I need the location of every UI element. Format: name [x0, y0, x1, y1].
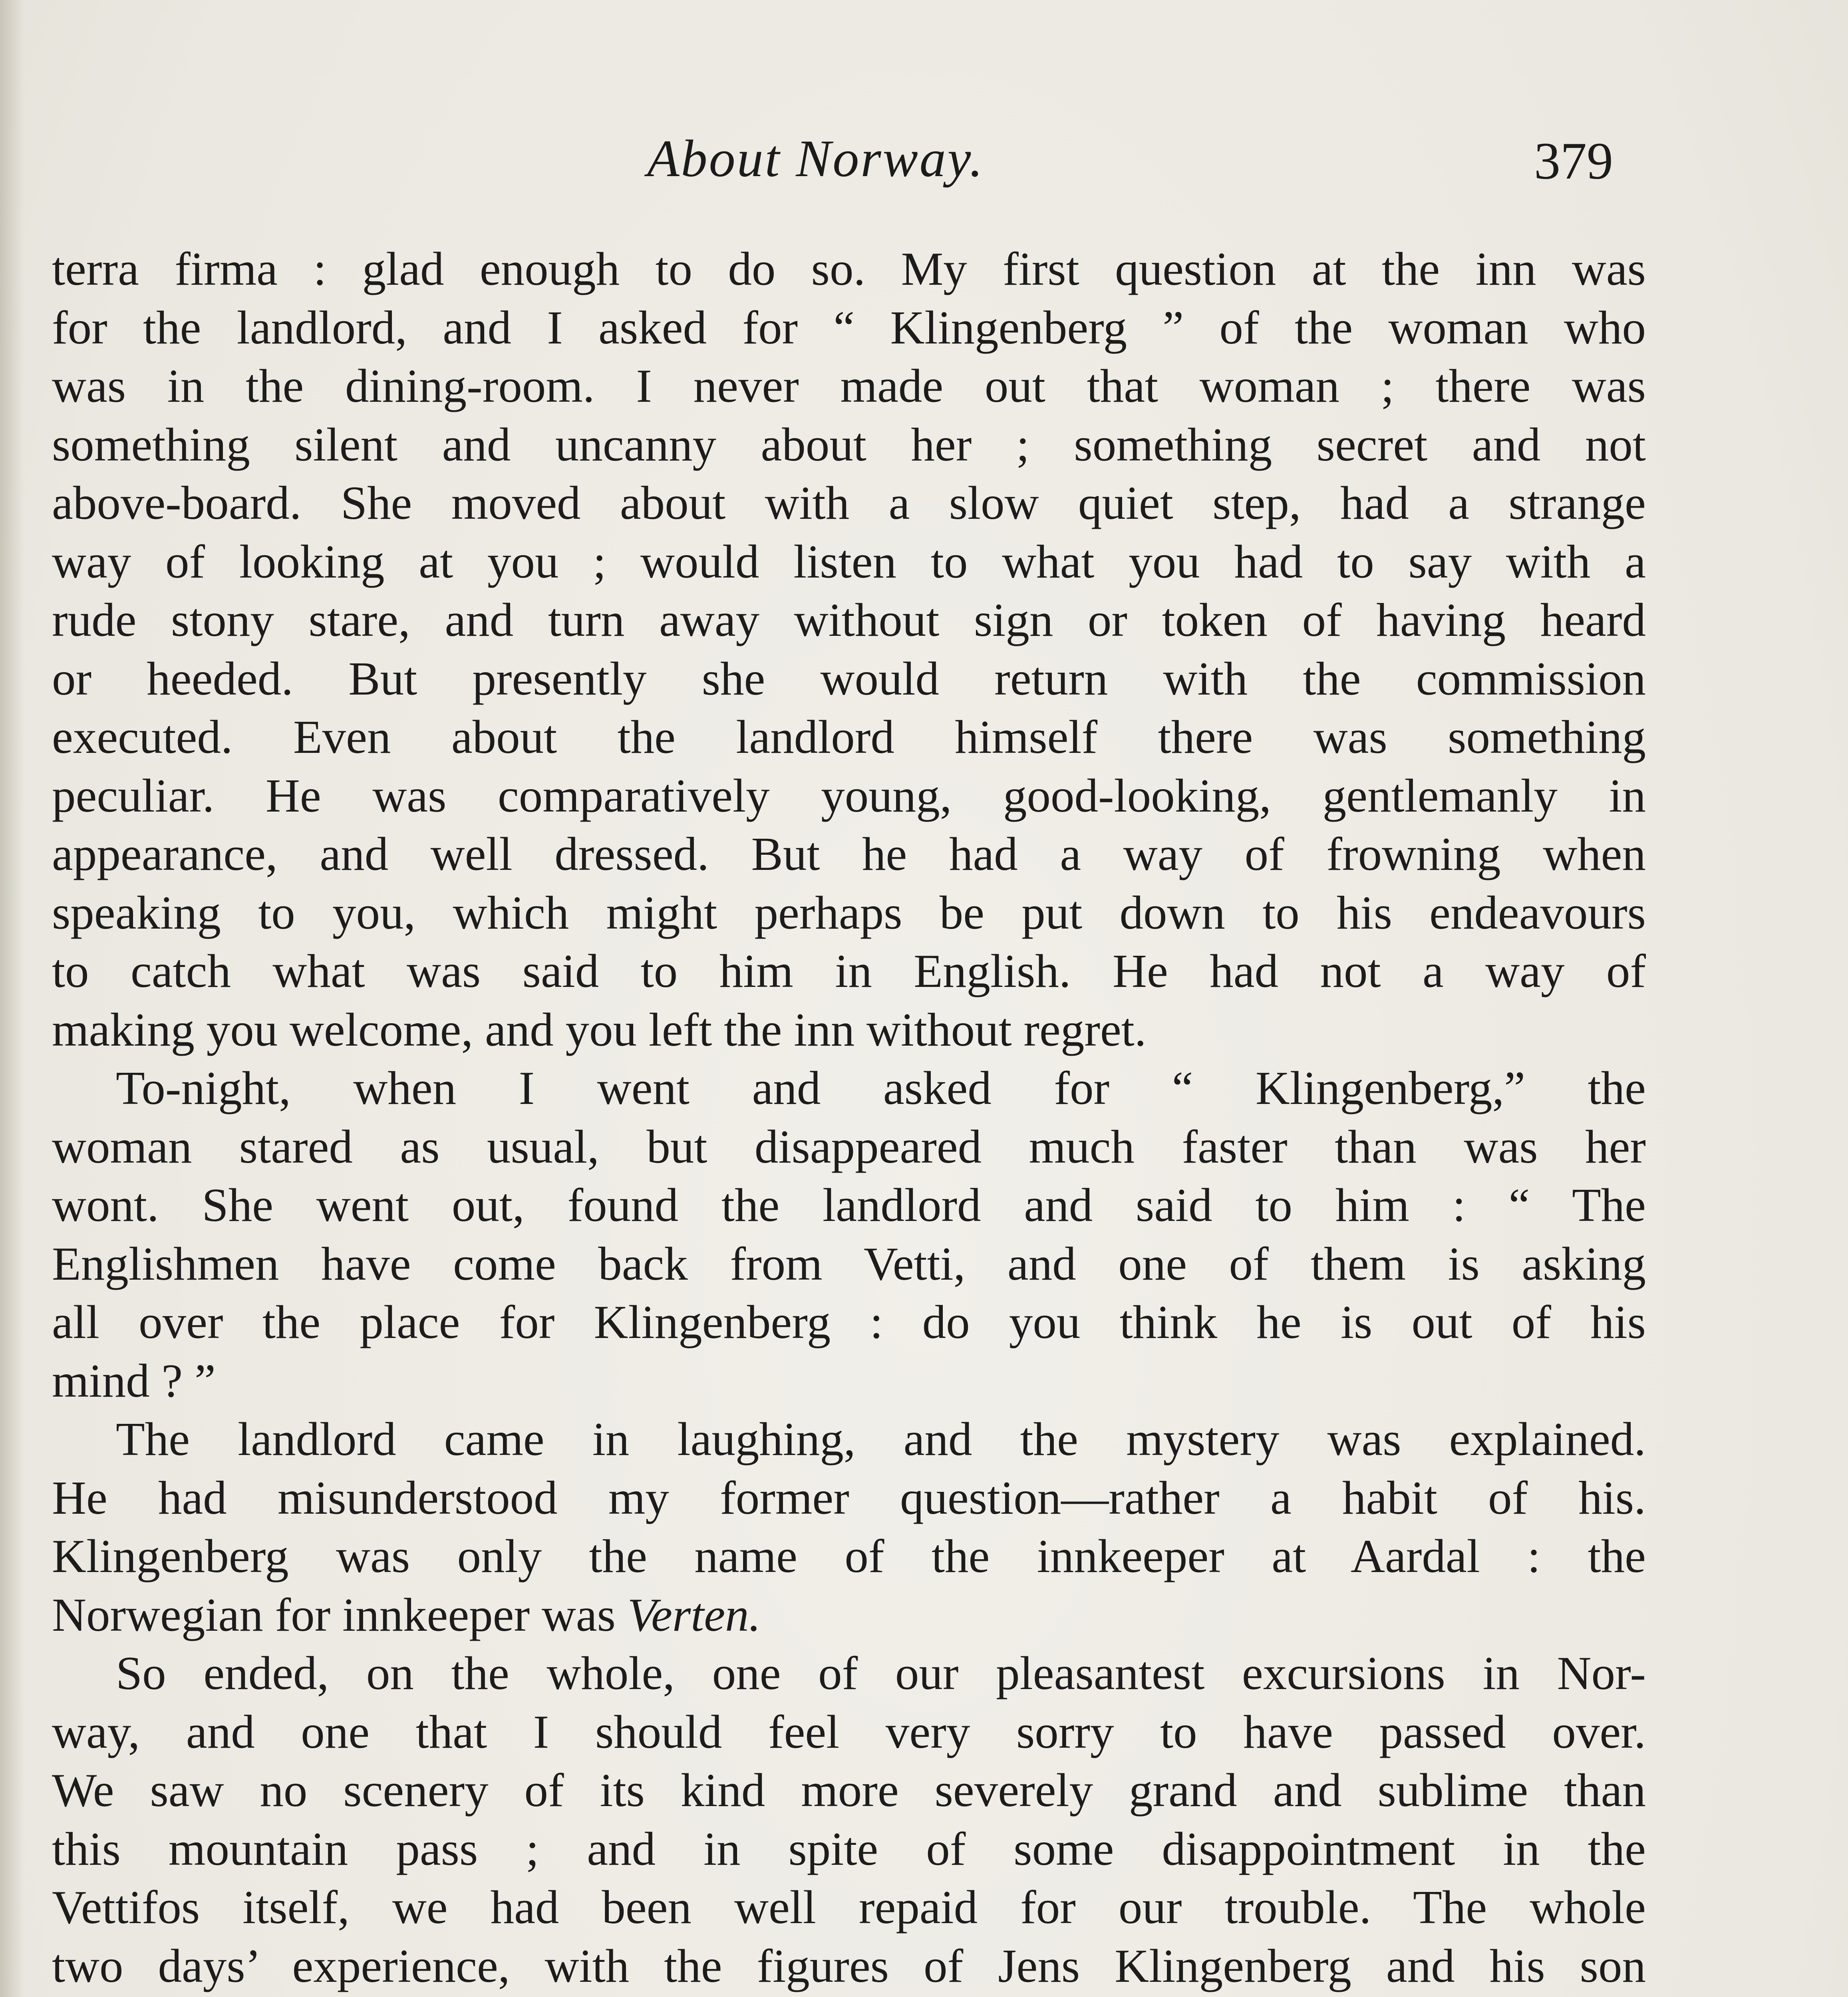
text-line-with-italic — [52, 1586, 1646, 1644]
text-line: Englishmen have come back from Vetti, and one of them is asking — [52, 1237, 1646, 1290]
text-line: We saw no scenery of its kind more severely grand and sublime than — [52, 1764, 1646, 1816]
text-line: Vettifos itself, we had been well repaid for our trouble. The whole — [52, 1881, 1646, 1933]
text-line: rude stony stare, and turn away without sign or token of having heard — [52, 594, 1646, 646]
page-number: 379 — [1534, 131, 1613, 190]
text-line: executed. Even about the landlord himself there was something — [52, 711, 1646, 763]
running-title: About Norway. — [647, 129, 985, 188]
text-line: this mountain pass ; and in spite of some disappointment in the — [52, 1822, 1646, 1875]
body-text — [52, 240, 1646, 1997]
text-line: mind ? ” — [52, 1354, 216, 1407]
text-line: So ended, on the whole, one of our pleasantest excursions in Nor- — [116, 1647, 1646, 1699]
text-line: peculiar. He was comparatively young, good-looking, gentlemanly in — [52, 769, 1646, 822]
text-line: all over the place for Klingenberg : do you think he is out of his — [52, 1296, 1646, 1348]
text-line: appearance, and well dressed. But he had a way of frowning when — [52, 828, 1646, 880]
text-line: way, and one that I should feel very sorry to have passed over. — [52, 1705, 1646, 1758]
text-line: woman stared as usual, but disappeared much faster than was her — [52, 1120, 1646, 1173]
text-line: way of looking at you ; would listen to what you had to say with a — [52, 535, 1646, 588]
text-line: something silent and uncanny about her ; something secret and not — [52, 418, 1646, 471]
text-line: He had misunderstood my former question—rather a habit of his. — [52, 1471, 1646, 1524]
text-line: Klingenberg was only the name of the innkeeper at Aardal : the — [52, 1530, 1646, 1582]
text-line: wont. She went out, found the landlord and said to him : “ The — [52, 1179, 1646, 1231]
text-line: two days’ experience, with the figures of Jens Klingenberg and his son — [52, 1939, 1646, 1992]
text-line: above-board. She moved about with a slow quiet step, had a strange — [52, 476, 1646, 529]
page-header — [0, 120, 1848, 200]
text-line — [52, 1995, 1646, 1997]
text-line: to catch what was said to him in English. He had not a way of — [52, 945, 1646, 997]
text-line-start: Norwegian for innkeeper was — [52, 1588, 616, 1641]
text-line: speaking to you, which might perhaps be put down to his endeavours — [52, 886, 1646, 939]
text-line: making you welcome, and you left the inn without regret. — [52, 1003, 1147, 1056]
page-spine-shadow — [0, 0, 24, 1997]
text-line: To-night, when I went and asked for “ Klingenberg,” the — [116, 1062, 1646, 1114]
text-line: for the landlord, and I asked for “ Klingenberg ” of the woman who — [52, 301, 1646, 354]
text-line: was in the dining-room. I never made out that woman ; there was — [52, 359, 1646, 412]
text-line: or heeded. But presently she would return with the commission — [52, 652, 1646, 705]
text-line: terra firma : glad enough to do so. My first question at the inn was — [52, 242, 1646, 295]
text-line: The landlord came in laughing, and the mystery was explained. — [116, 1413, 1646, 1465]
italic-word: Verten. — [627, 1588, 761, 1641]
